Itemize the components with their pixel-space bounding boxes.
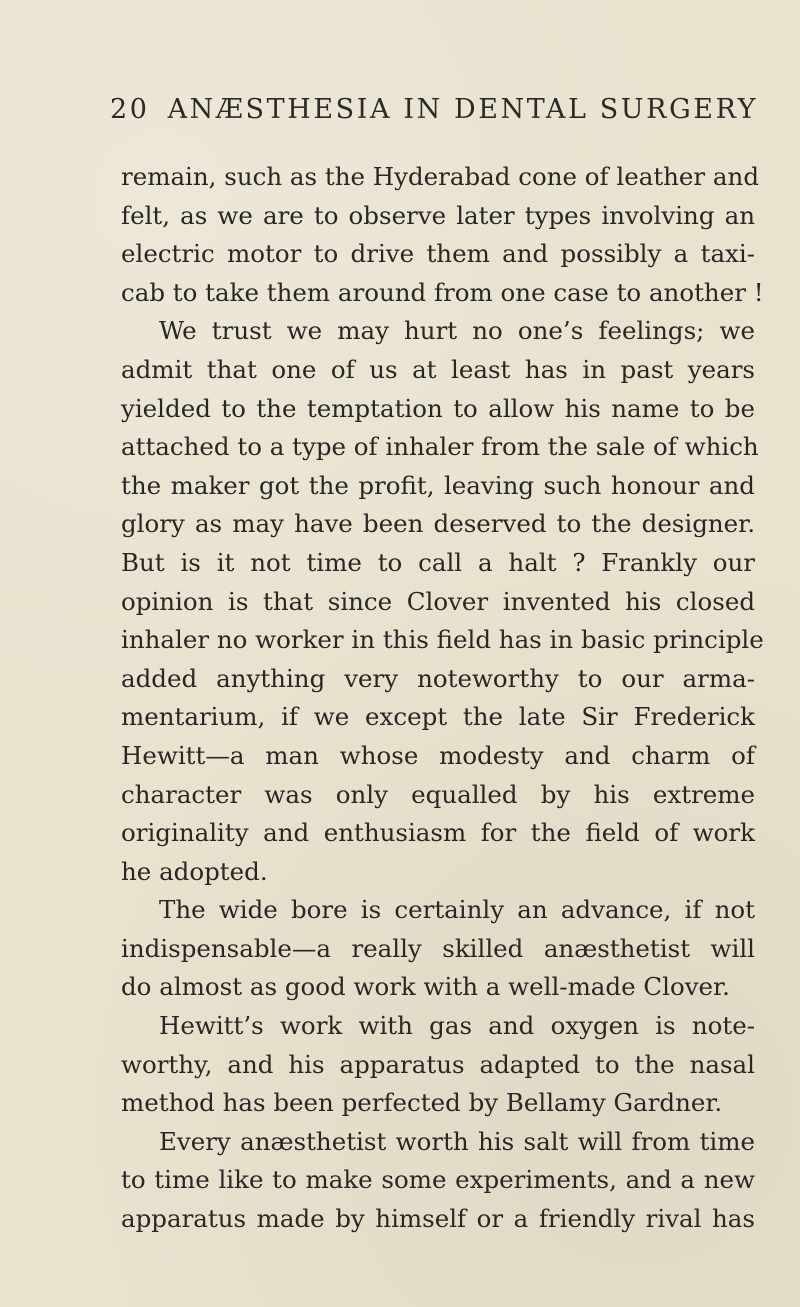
paragraph-start-line: The wide bore is certainly an advance, if not xyxy=(159,895,755,925)
running-head xyxy=(110,96,770,123)
text-line: he adopted. xyxy=(121,856,268,886)
text-line: mentarium, if we except the late Sir Frederick xyxy=(121,702,755,732)
chapter-title: ANÆSTHESIA IN DENTAL SURGERY xyxy=(167,94,759,125)
text-line: cab to take them around from one case to another ! xyxy=(121,277,764,307)
text-line: method has been perfected by Bellamy Gardner. xyxy=(121,1088,723,1118)
text-line: inhaler no worker in this field has in basic principle xyxy=(121,625,764,655)
text-line: remain, such as the Hyderabad cone of leather and xyxy=(121,162,760,191)
text-line: electric motor to drive them and possibly a taxi- xyxy=(121,239,755,269)
text-line: glory as may have been deserved to the designer. xyxy=(121,509,755,539)
text-line: attached to a type of inhaler from the sale of which xyxy=(121,432,759,462)
text-line: opinion is that since Clover invented his closed xyxy=(121,586,755,616)
text-line: originality and enthusiasm for the field of work xyxy=(121,818,755,848)
paragraph-start-line: We trust we may hurt no one’s feelings; we xyxy=(159,316,755,346)
text-line: But is it not time to call a halt ? Frankly our xyxy=(121,547,755,577)
text-line: felt, as we are to observe later types involving an xyxy=(121,200,755,230)
text-line: apparatus made by himself or a friendly rival has xyxy=(121,1204,755,1234)
page-number: 20 xyxy=(110,94,150,125)
text-line: admit that one of us at least has in past years xyxy=(121,354,755,384)
paragraph-start-line: Every anæsthetist worth his salt will from time xyxy=(159,1126,755,1156)
text-line: Hewitt—a man whose modesty and charm of xyxy=(121,740,755,770)
paragraph-start-line: Hewitt’s work with gas and oxygen is note- xyxy=(159,1011,755,1041)
body-text xyxy=(121,158,764,1239)
text-line: yielded to the temptation to allow his name to be xyxy=(121,393,755,423)
text-line: added anything very noteworthy to our arma- xyxy=(121,663,755,693)
text-line: character was only equalled by his extreme xyxy=(121,779,755,809)
text-line: worthy, and his apparatus adapted to the nasal xyxy=(121,1049,755,1079)
text-line: do almost as good work with a well-made Clover. xyxy=(121,972,730,1002)
text-line: indispensable—a really skilled anæsthetist will xyxy=(121,933,755,963)
text-line: the maker got the profit, leaving such honour and xyxy=(121,470,755,500)
text-line: to time like to make some experiments, and a new xyxy=(121,1165,755,1195)
